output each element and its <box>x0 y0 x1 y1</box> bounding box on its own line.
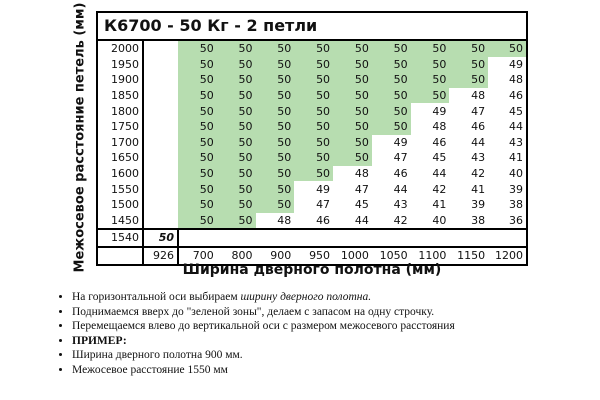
empty-span <box>178 229 527 247</box>
y-axis-label <box>66 2 94 272</box>
table-cell: 47 <box>354 182 369 196</box>
table-cell: 47 <box>316 198 331 212</box>
table-cell: 50 <box>256 72 295 88</box>
table-cell: 50 <box>256 197 295 213</box>
table-cell: 50 <box>333 40 372 57</box>
table-row <box>97 72 527 88</box>
table-cell: 50 <box>294 40 333 57</box>
table-cell: 50 <box>217 103 256 119</box>
table-cell: 50 <box>294 103 333 119</box>
row-header: 1540 <box>97 229 143 247</box>
instruction-item <box>72 305 455 320</box>
blank-cell <box>143 72 178 88</box>
table-cell: 41 <box>488 150 527 166</box>
extra-value: 50 <box>143 229 178 247</box>
table-cell: 50 <box>449 40 488 57</box>
table-cell: 50 <box>178 119 217 135</box>
x-tick-label: 1000 <box>333 247 372 265</box>
table-cell: 50 <box>178 197 217 213</box>
x-axis-label: Ширина дверного полотна (мм) <box>182 262 442 278</box>
table-cell: 50 <box>217 57 256 73</box>
table-cell: 48 <box>471 89 486 103</box>
table-cell: 43 <box>393 198 408 212</box>
instruction-emphasis: ширину дверного полотна. <box>240 291 372 303</box>
x-tick-label: 950 <box>294 247 333 265</box>
table-cell: 48 <box>488 72 527 88</box>
table-cell: 50 <box>178 135 217 151</box>
table-cell: 44 <box>432 167 447 181</box>
table-cell: 50 <box>294 88 333 104</box>
table-cell: 50 <box>333 88 372 104</box>
hinge-load-table <box>96 11 528 266</box>
table-cell: 49 <box>393 135 408 149</box>
table-cell: 50 <box>411 57 450 73</box>
table-cell: 49 <box>488 57 527 73</box>
table-cell: 44 <box>488 119 527 135</box>
instruction-item <box>72 319 455 334</box>
table-cell: 42 <box>432 182 447 196</box>
table-cell: 50 <box>333 150 372 166</box>
table-cell: 50 <box>178 213 217 230</box>
table-cell: 45 <box>488 103 527 119</box>
blank-cell <box>143 119 178 135</box>
table-row <box>97 57 527 73</box>
table-cell: 50 <box>411 88 450 104</box>
data-table <box>96 11 528 266</box>
table-cell: 50 <box>217 181 256 197</box>
table-cell: 50 <box>217 150 256 166</box>
table-cell: 50 <box>217 119 256 135</box>
table-cell: 50 <box>178 40 217 57</box>
table-cell: 50 <box>294 72 333 88</box>
table-cell: 39 <box>488 181 527 197</box>
row-header: 1600 <box>97 166 143 182</box>
table-row <box>97 103 527 119</box>
row-header: 1750 <box>97 119 143 135</box>
table-row <box>97 135 527 151</box>
table-cell: 50 <box>411 40 450 57</box>
table-cell: 36 <box>488 213 527 230</box>
row-header: 1950 <box>97 57 143 73</box>
table-cell: 46 <box>316 213 331 227</box>
row-header: 1900 <box>97 72 143 88</box>
table-cell: 48 <box>277 213 292 227</box>
table-cell: 50 <box>294 57 333 73</box>
table-cell: 40 <box>432 213 447 227</box>
table-cell: 39 <box>471 198 486 212</box>
title-row <box>97 12 527 40</box>
row-header: 1850 <box>97 88 143 104</box>
table-cell: 50 <box>217 72 256 88</box>
table-cell: 50 <box>217 88 256 104</box>
table-cell: 50 <box>217 197 256 213</box>
table-cell: 45 <box>354 198 369 212</box>
x-tick-label: 1100 <box>411 247 450 265</box>
table-cell: 41 <box>432 198 447 212</box>
table-cell: 50 <box>294 150 333 166</box>
blank-cell <box>143 181 178 197</box>
table-cell: 50 <box>294 119 333 135</box>
table-cell: 44 <box>354 213 369 227</box>
table-cell: 50 <box>372 103 411 119</box>
table-cell: 46 <box>488 88 527 104</box>
x-tick-label: 900 <box>256 247 295 265</box>
table-cell: 50 <box>256 40 295 57</box>
table-title: К6700 - 50 Кг - 2 петли <box>97 12 527 40</box>
y-axis-label-text: Межосевое расстояние петель (мм) <box>72 2 88 272</box>
table-cell: 43 <box>488 135 527 151</box>
instruction-heading: ПРИМЕР: <box>72 334 127 347</box>
table-cell: 38 <box>488 197 527 213</box>
table-cell: 50 <box>372 40 411 57</box>
table-cell: 50 <box>256 88 295 104</box>
table-cell: 50 <box>217 213 256 230</box>
row-header: 1500 <box>97 197 143 213</box>
table-cell: 50 <box>256 103 295 119</box>
instruction-item <box>72 363 455 378</box>
table-cell: 40 <box>488 166 527 182</box>
table-cell: 50 <box>294 135 333 151</box>
table-cell: 50 <box>256 135 295 151</box>
table-cell: 38 <box>471 213 486 227</box>
table-row <box>97 197 527 213</box>
blank-cell <box>143 197 178 213</box>
blank-cell <box>143 135 178 151</box>
table-row <box>97 88 527 104</box>
table-cell: 49 <box>432 104 447 118</box>
table-row <box>97 213 527 230</box>
table-cell: 50 <box>178 103 217 119</box>
table-cell: 50 <box>256 119 295 135</box>
table-row <box>97 181 527 197</box>
table-cell: 50 <box>372 119 411 135</box>
blank-cell <box>143 57 178 73</box>
table-row <box>97 166 527 182</box>
table-cell: 47 <box>393 151 408 165</box>
x-tick-label: 800 <box>217 247 256 265</box>
table-cell: 46 <box>471 120 486 134</box>
instruction-text: Ширина дверного полотна 900 мм. <box>72 349 243 361</box>
table-cell: 47 <box>471 104 486 118</box>
instruction-item <box>72 290 455 305</box>
blank-cell <box>143 150 178 166</box>
table-cell: 42 <box>393 213 408 227</box>
table-cell: 50 <box>449 57 488 73</box>
table-cell: 50 <box>333 135 372 151</box>
blank-cell <box>143 40 178 57</box>
instruction-item <box>72 334 455 349</box>
instruction-text: Перемещаемся влево до вертикальной оси с размером межосевого расстояния <box>72 320 455 332</box>
instruction-text: Межосевое расстояние 1550 мм <box>72 363 228 376</box>
table-cell: 50 <box>178 57 217 73</box>
table-cell: 50 <box>256 150 295 166</box>
table-cell: 50 <box>178 88 217 104</box>
table-cell: 50 <box>372 88 411 104</box>
table-cell: 50 <box>178 72 217 88</box>
table-cell: 43 <box>471 151 486 165</box>
table-cell: 50 <box>333 72 372 88</box>
x-tick-label: 1200 <box>488 247 527 265</box>
table-cell: 49 <box>316 182 331 196</box>
table-cell: 50 <box>333 119 372 135</box>
table-cell: 50 <box>256 181 295 197</box>
table-cell: 50 <box>256 166 295 182</box>
table-cell: 50 <box>333 57 372 73</box>
blank-cell <box>143 166 178 182</box>
table-cell: 45 <box>432 151 447 165</box>
extra-row <box>97 229 527 247</box>
instruction-text: На горизонтальной оси выбираем <box>72 291 241 303</box>
x-tick-label: 1150 <box>449 247 488 265</box>
table-cell: 50 <box>217 40 256 57</box>
table-cell: 50 <box>488 40 527 57</box>
table-cell: 46 <box>432 135 447 149</box>
x-tick-label: 926 <box>143 247 178 265</box>
table-cell: 50 <box>333 103 372 119</box>
row-header: 2000 <box>97 40 143 57</box>
table-cell: 50 <box>372 72 411 88</box>
table-cell: 44 <box>471 135 486 149</box>
row-header: 1700 <box>97 135 143 151</box>
table-cell: 44 <box>393 182 408 196</box>
blank-cell <box>143 103 178 119</box>
table-row <box>97 40 527 57</box>
table-row <box>97 119 527 135</box>
table-cell: 48 <box>354 167 369 181</box>
row-header: 1800 <box>97 103 143 119</box>
x-tick-label: 700 <box>178 247 217 265</box>
table-cell: 50 <box>217 135 256 151</box>
table-cell: 50 <box>178 150 217 166</box>
row-header: 1550 <box>97 181 143 197</box>
table-cell: 50 <box>256 57 295 73</box>
table-cell: 41 <box>471 182 486 196</box>
table-cell: 50 <box>411 72 450 88</box>
x-tick-label: 1050 <box>372 247 411 265</box>
table-cell: 46 <box>393 167 408 181</box>
instructions-list <box>50 290 455 377</box>
table-cell: 50 <box>449 72 488 88</box>
table-row <box>97 150 527 166</box>
row-header: 1450 <box>97 213 143 230</box>
instruction-item <box>72 348 455 363</box>
table-cell: 50 <box>217 166 256 182</box>
table-cell: 50 <box>372 57 411 73</box>
table-cell: 50 <box>294 166 333 182</box>
instruction-text: Поднимаемся вверх до "зеленой зоны", делаем с запасом на одну строчку. <box>72 305 435 318</box>
table-cell: 50 <box>178 166 217 182</box>
row-header: 1650 <box>97 150 143 166</box>
table-cell: 48 <box>432 120 447 134</box>
table-cell: 50 <box>178 181 217 197</box>
table-cell: 42 <box>471 167 486 181</box>
blank-cell <box>143 213 178 230</box>
blank-cell <box>143 88 178 104</box>
